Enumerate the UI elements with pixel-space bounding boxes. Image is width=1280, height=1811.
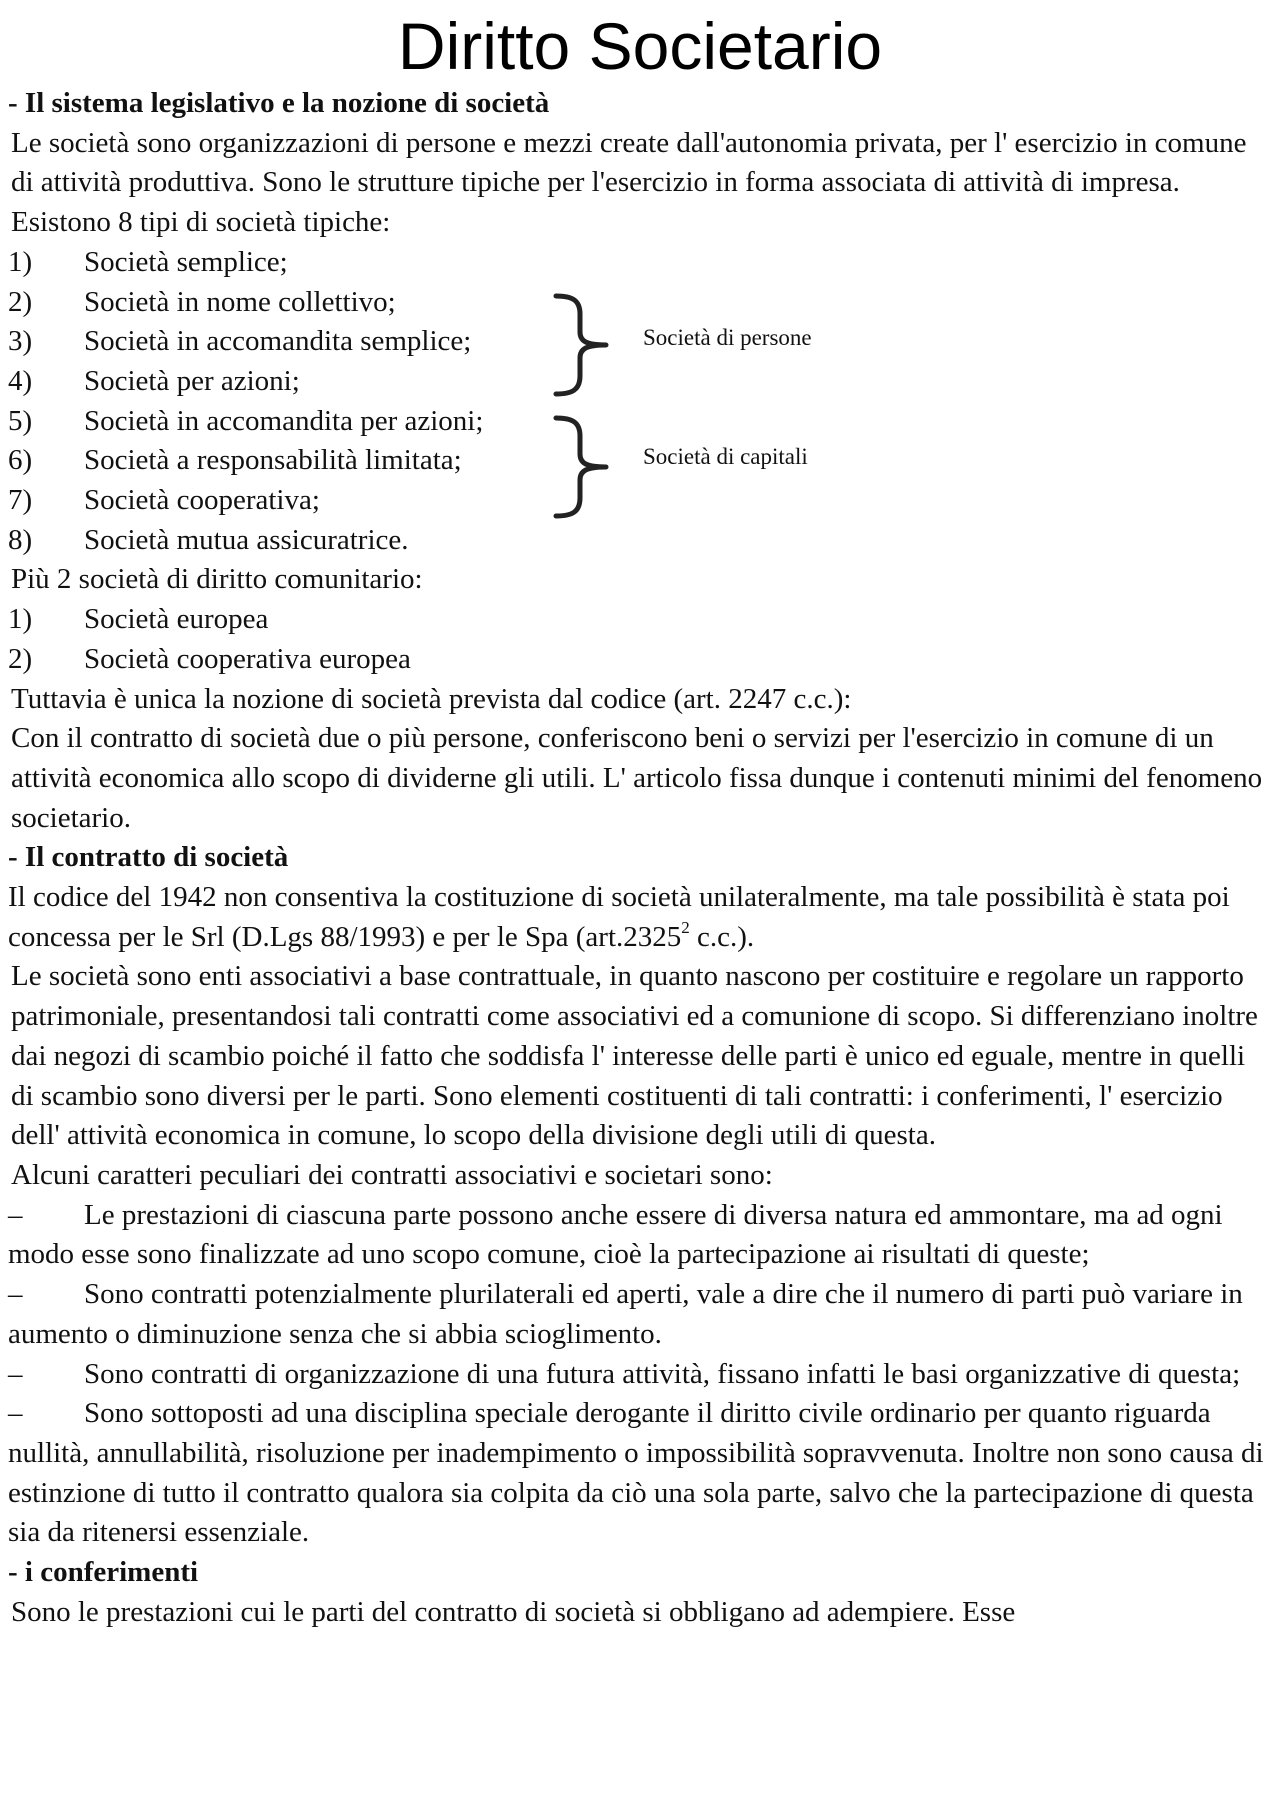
list-item-label: Società mutua assicuratrice. xyxy=(84,523,409,556)
types-intro: Esistono 8 tipi di società tipiche: xyxy=(11,206,391,239)
dash-marker: – xyxy=(8,1397,23,1430)
list-item xyxy=(8,521,1272,561)
community-intro: Più 2 società di diritto comunitario: xyxy=(11,563,423,596)
company-types-list xyxy=(8,243,1272,561)
list-number: 7) xyxy=(8,484,33,517)
section-heading-contratto: - Il contratto di società xyxy=(8,841,289,874)
bullet-item-text: Sono contratti potenzialmente plurilaterali ed aperti, vale a dire che il numero di parti può variare in aumento o diminuzione senza che si abbia scioglimento. xyxy=(8,1278,1243,1350)
list-item-label: Società in accomandita semplice; xyxy=(84,325,472,358)
document-title: Diritto Societario xyxy=(397,9,883,83)
list-item-label: Società per azioni; xyxy=(84,364,300,397)
list-item xyxy=(8,481,1272,521)
list-item xyxy=(8,362,1272,402)
list-number: 2) xyxy=(8,285,33,318)
paragraph-text: Il codice del 1942 non consentiva la costituzione di società unilateralmente, ma tale possibilità è stata poi concessa per le Srl (D.Lgs 88/1993) e per le Spa (art.2325 xyxy=(8,881,1230,953)
group-label-capitali: Società di capitali xyxy=(643,444,808,469)
paragraph-tail: c.c.). xyxy=(689,920,755,953)
paragraph-conferimenti: Sono le prestazioni cui le parti del contratto di società si obbligano ad adempiere. Esse xyxy=(11,1595,1016,1628)
paragraph-intro: Le società sono organizzazioni di persone e mezzi create dall'autonomia privata, per l' esercizio in comune di attività produttiva. Sono le strutture tipiche per l'esercizio in forma associata di attività di impresa. xyxy=(11,126,1247,199)
notion-intro: Tuttavia è unica la nozione di società prevista dal codice (art. 2247 c.c.): xyxy=(11,682,852,715)
bullet-item xyxy=(8,1196,1272,1275)
list-item xyxy=(8,322,1272,362)
paragraph-codice-1942 xyxy=(8,878,1272,957)
list-item xyxy=(8,283,1272,323)
footnote-marker: 2 xyxy=(681,917,690,937)
features-intro: Alcuni caratteri peculiari dei contratti associativi e societari sono: xyxy=(11,1158,773,1191)
list-number: 1) xyxy=(8,603,33,636)
section-heading-sistema-legislativo: - Il sistema legislativo e la nozione di società xyxy=(8,87,550,119)
brace-capitali-icon xyxy=(550,414,626,520)
bullet-item xyxy=(8,1355,1272,1395)
bullet-item-text: Sono sottoposti ad una disciplina speciale derogante il diritto civile ordinario per quanto riguarda nullità, annullabilità, risoluzione per inadempimento o impossibilità sopravvenuta. Inoltre non sono causa di estinzione di tutto il contratto qualora sia colpita da ciò una sola parte, salvo che la partecipazione di questa sia da ritenersi essenziale. xyxy=(8,1397,1264,1549)
list-item xyxy=(8,600,1272,640)
bullet-item-text: Sono contratti di organizzazione di una futura attività, fissano infatti le basi organizzative di questa; xyxy=(84,1357,1241,1390)
notion-text: Con il contratto di società due o più persone, conferiscono beni o servizi per l'esercizio in comune di un attività economica allo scopo di dividerne gli utili. L' articolo fissa dunque i contenuti minimi del fenomeno societario. xyxy=(11,722,1263,834)
list-item-label: Società in accomandita per azioni; xyxy=(84,404,484,437)
group-label-persone: Società di persone xyxy=(643,325,812,350)
paragraph-enti-associativi: Le società sono enti associativi a base contrattuale, in quanto nascono per costituire e regolare un rapporto patrimoniale, presentandosi tali contratti come associativi ed a comunione di scopo. Si differenziano inoltre dai negozi di scambio poiché il fatto che soddisfa l' interesse delle parti è unico ed eguale, mentre in quelli di scambio sono diversi per le parti. Sono elementi costituenti di tali contratti: i conferimenti, l' esercizio dell' attività economica in comune, lo scopo della divisione degli utili di questa. xyxy=(11,960,1258,1152)
list-item-label: Società semplice; xyxy=(84,245,288,278)
list-item-label: Società cooperativa europea xyxy=(84,642,411,675)
bullet-item xyxy=(8,1275,1272,1354)
list-item-label: Società a responsabilità limitata; xyxy=(84,444,462,477)
brace-persone-icon xyxy=(550,292,626,398)
list-item xyxy=(8,441,1272,481)
list-number: 8) xyxy=(8,523,33,556)
list-number: 5) xyxy=(8,404,33,437)
bullet-item xyxy=(8,1394,1272,1553)
features-list xyxy=(8,1196,1272,1553)
list-item xyxy=(8,640,1272,680)
document-body xyxy=(8,84,1272,1632)
list-number: 3) xyxy=(8,325,33,358)
list-number: 1) xyxy=(8,245,33,278)
dash-marker: – xyxy=(8,1198,23,1231)
list-number: 4) xyxy=(8,364,33,397)
list-item-label: Società europea xyxy=(84,603,269,636)
list-item xyxy=(8,402,1272,442)
bullet-item-text: Le prestazioni di ciascuna parte possono anche essere di diversa natura ed ammontare, ma ad ogni modo esse sono finalizzate ad uno scopo comune, cioè la partecipazione ai risultati di queste; xyxy=(8,1198,1223,1271)
dash-marker: – xyxy=(8,1278,23,1311)
list-item-label: Società in nome collettivo; xyxy=(84,285,396,318)
community-types-list xyxy=(8,600,1272,679)
list-number: 6) xyxy=(8,444,33,477)
list-number: 2) xyxy=(8,642,33,675)
list-item-label: Società cooperativa; xyxy=(84,484,320,517)
list-item xyxy=(8,243,1272,283)
section-heading-conferimenti: - i conferimenti xyxy=(8,1556,199,1589)
dash-marker: – xyxy=(8,1357,23,1390)
